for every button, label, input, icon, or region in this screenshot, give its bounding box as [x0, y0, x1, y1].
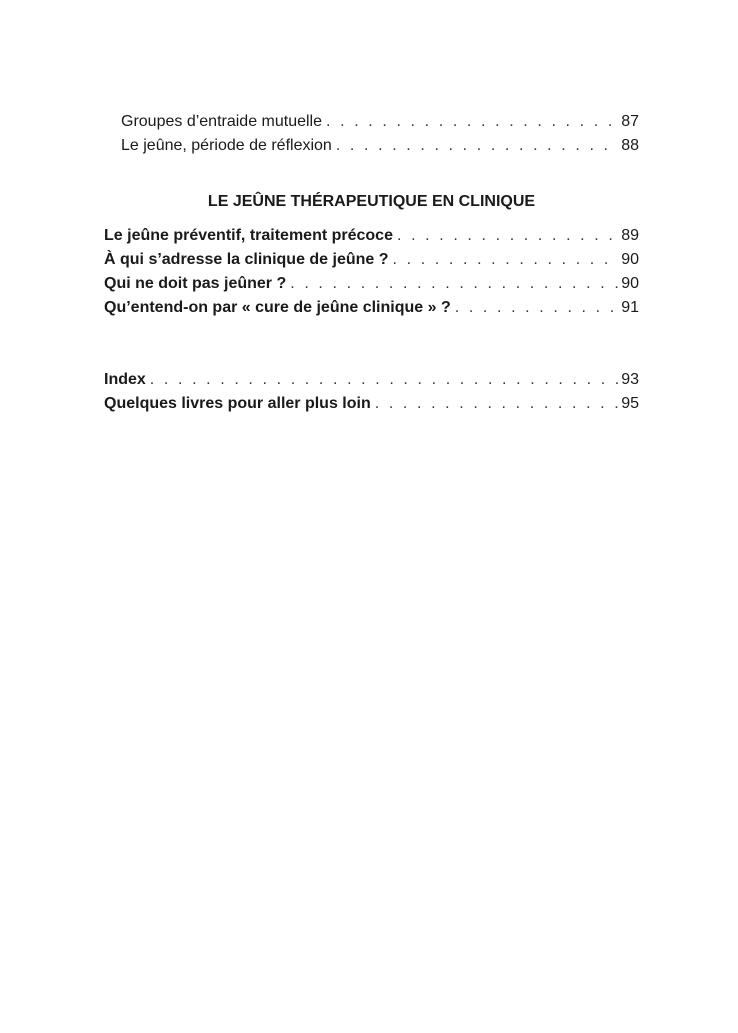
toc-entry-title: Qui ne doit pas jeûner ? — [104, 275, 287, 292]
toc-entry-page: 89 — [621, 227, 639, 244]
toc-entry-title: Le jeûne préventif, traitement précoce — [104, 227, 393, 244]
toc-entry-index — [104, 368, 639, 392]
toc-entry-jeune-preventif — [104, 224, 639, 248]
toc-entry-qui-ne-doit — [104, 272, 639, 296]
toc-entry-page: 91 — [621, 299, 639, 316]
toc-leader-dots — [150, 368, 618, 392]
toc-entry-quelques-livres — [104, 392, 639, 416]
section-spacer — [104, 320, 639, 368]
toc-entry-page: 90 — [621, 275, 639, 292]
toc-entry-a-qui — [104, 248, 639, 272]
toc-entry-groupes-entraide — [104, 110, 639, 134]
toc-entry-page: 90 — [621, 251, 639, 268]
toc-leader-dots — [336, 134, 618, 158]
toc-entry-page: 88 — [621, 137, 639, 154]
toc-entry-title: Groupes d’entraide mutuelle — [121, 113, 323, 130]
toc-entry-cure-clinique — [104, 296, 639, 320]
toc-entry-title: À qui s’adresse la clinique de jeûne ? — [104, 251, 389, 268]
toc-entry-page: 93 — [621, 371, 639, 388]
toc-leader-dots — [326, 110, 618, 134]
toc-entry-title: Qu’entend-on par « cure de jeûne clinique » ? — [104, 299, 451, 316]
toc-entry-title: Index — [104, 371, 146, 388]
toc-leader-dots — [375, 392, 618, 416]
table-of-contents — [104, 110, 639, 416]
section-heading: LE JEÛNE THÉRAPEUTIQUE EN CLINIQUE — [207, 193, 536, 210]
toc-leader-dots — [397, 224, 618, 248]
toc-entry-title: Le jeûne, période de réflexion — [121, 137, 332, 154]
toc-entry-page: 95 — [621, 395, 639, 412]
toc-leader-dots — [290, 272, 618, 296]
toc-leader-dots — [455, 296, 618, 320]
toc-entry-page: 87 — [621, 113, 639, 130]
toc-entry-title: Quelques livres pour aller plus loin — [104, 395, 371, 412]
toc-leader-dots — [393, 248, 619, 272]
toc-entry-jeune-reflexion — [104, 134, 639, 158]
